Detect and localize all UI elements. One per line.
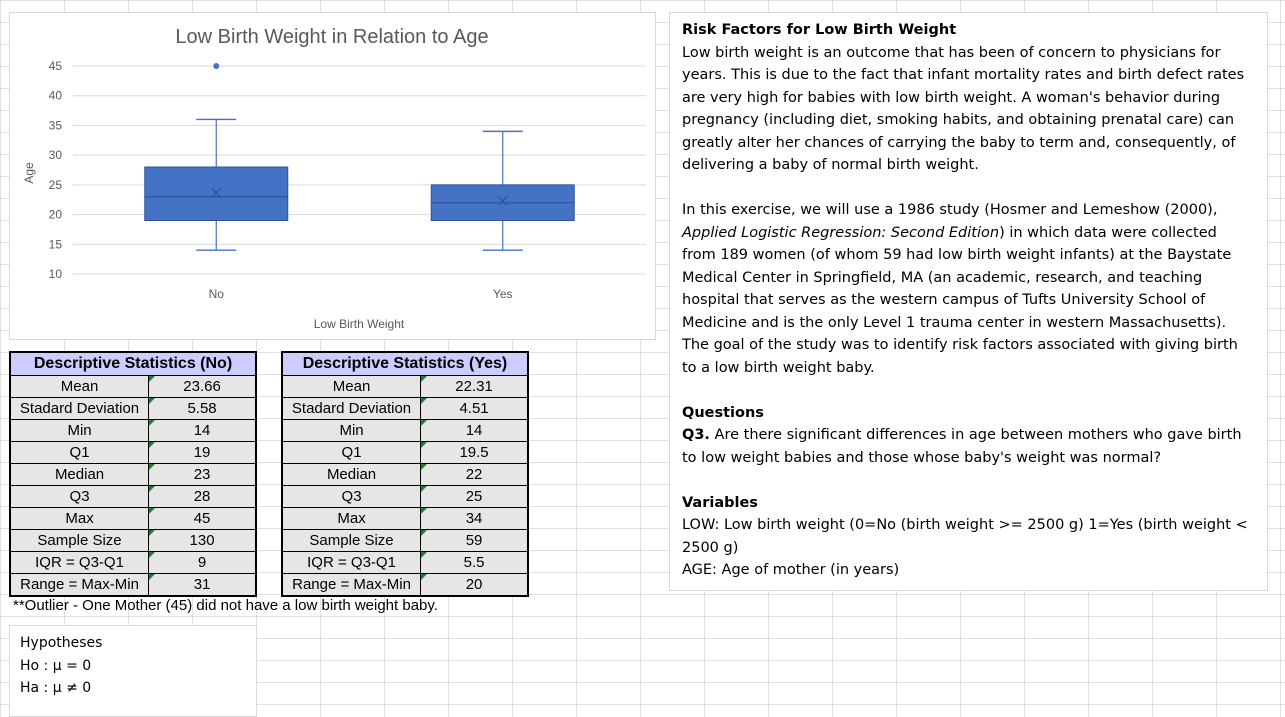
y-tick-label: 40 — [48, 88, 62, 103]
stat-value-cell[interactable] — [421, 552, 528, 574]
stat-value-cell[interactable] — [421, 398, 528, 420]
error-indicator-icon — [421, 464, 427, 470]
table-row — [10, 530, 256, 552]
stat-value-cell[interactable] — [421, 508, 528, 530]
stat-value: 34 — [465, 510, 483, 527]
variables-heading: Variables — [682, 494, 758, 511]
table-header: Descriptive Statistics (Yes) — [282, 352, 528, 376]
error-indicator-icon — [149, 464, 155, 470]
error-indicator-icon — [421, 574, 427, 580]
stat-label-cell[interactable]: Min — [282, 420, 421, 442]
stat-value-cell[interactable] — [149, 464, 256, 486]
table-row — [282, 442, 528, 464]
variable-low: LOW: Low birth weight (0=No (birth weight >= 2500 g) 1=Yes (birth weight < 2500 g) — [682, 517, 1248, 556]
chart-title: Low Birth Weight in Relation to Age — [175, 26, 489, 48]
table-row — [282, 464, 528, 486]
question-q3 — [682, 424, 1255, 469]
error-indicator-icon — [421, 486, 427, 492]
q3-label: Q3. — [682, 427, 710, 443]
error-indicator-icon — [149, 486, 155, 492]
y-tick-label: 35 — [48, 118, 62, 133]
error-indicator-icon — [421, 376, 427, 382]
study-text-a: In this exercise, we will use a 1986 study (Hosmer and Lemeshow (2000), — [682, 202, 1218, 218]
error-indicator-icon — [149, 552, 155, 558]
stat-value-cell[interactable] — [149, 376, 256, 398]
book-title: Applied Logistic Regression: Second Edition — [682, 224, 1000, 241]
error-indicator-icon — [421, 442, 427, 448]
study-text-b: ) in which data were collected from 189 women (of whom 59 had low birth weight infants) at the Baystate Medical Center in Springfield, MA (an academic, research, and teaching hospital that serves as the western campus of Tufts University School of Medicine and is the only Level 1 trauma center in western Massachusetts). The goal of the study was to identify risk factors associated with giving birth to a low birth weight baby. — [682, 224, 1238, 376]
outlier-point — [213, 63, 219, 69]
stat-label-cell[interactable]: IQR = Q3-Q1 — [10, 552, 149, 574]
stat-value-cell[interactable] — [421, 486, 528, 508]
table-row — [10, 420, 256, 442]
stat-label-cell[interactable]: Sample Size — [282, 530, 421, 552]
table-header: Descriptive Statistics (No) — [10, 352, 256, 376]
stat-value: 9 — [197, 554, 207, 571]
stat-value: 20 — [465, 576, 483, 593]
hypotheses-title: Hypotheses — [20, 635, 103, 651]
stat-value: 22.31 — [455, 378, 493, 395]
table-row — [10, 508, 256, 530]
error-indicator-icon — [149, 508, 155, 514]
stat-value: 130 — [189, 532, 215, 549]
q3-text: Are there significant differences in age between mothers who gave birth to low weight babies and those whose baby's weight was normal? — [682, 427, 1242, 466]
stat-value-cell[interactable] — [149, 530, 256, 552]
stat-value-cell[interactable] — [149, 486, 256, 508]
stat-value: 59 — [465, 532, 483, 549]
stat-label-cell[interactable]: IQR = Q3-Q1 — [282, 552, 421, 574]
y-tick-label: 20 — [48, 207, 62, 222]
alt-hypothesis: Ha : μ ≠ 0 — [20, 680, 92, 696]
stat-value: 4.51 — [459, 400, 489, 417]
stat-label-cell[interactable]: Q1 — [10, 442, 149, 464]
stat-value-cell[interactable] — [149, 552, 256, 574]
stat-value: 14 — [465, 422, 483, 439]
stat-value-cell[interactable] — [421, 464, 528, 486]
stat-value: 19 — [193, 444, 211, 461]
table-row — [282, 530, 528, 552]
stat-value: 19.5 — [459, 444, 489, 461]
stat-value-cell[interactable] — [149, 420, 256, 442]
table-row — [10, 376, 256, 398]
table-row — [282, 552, 528, 574]
stat-label-cell[interactable]: Range = Max-Min — [282, 574, 421, 597]
stat-label-cell[interactable]: Mean — [282, 376, 421, 398]
error-indicator-icon — [421, 530, 427, 536]
error-indicator-icon — [149, 574, 155, 580]
error-indicator-icon — [421, 508, 427, 514]
table-row — [282, 420, 528, 442]
study-paragraph — [682, 199, 1255, 379]
stat-value-cell[interactable] — [149, 398, 256, 420]
stat-label-cell[interactable]: Q1 — [282, 442, 421, 464]
stat-value-cell[interactable] — [421, 574, 528, 597]
table-row — [10, 464, 256, 486]
stat-value: 25 — [465, 488, 483, 505]
table-row — [282, 486, 528, 508]
error-indicator-icon — [421, 420, 427, 426]
table-row — [282, 398, 528, 420]
stat-value: 23.66 — [183, 378, 221, 395]
stat-value: 28 — [193, 488, 211, 505]
stat-value: 22 — [465, 466, 483, 483]
error-indicator-icon — [149, 530, 155, 536]
stat-value-cell[interactable] — [421, 376, 528, 398]
boxplot-chart[interactable] — [9, 12, 656, 340]
stat-label-cell[interactable]: Mean — [10, 376, 149, 398]
stat-label-cell[interactable]: Median — [10, 464, 149, 486]
y-tick-label: 10 — [48, 267, 62, 281]
x-tick-label: Yes — [492, 287, 513, 301]
null-hypothesis: Ho : μ = 0 — [20, 657, 92, 674]
stat-value: 23 — [193, 466, 211, 483]
stat-label-cell[interactable]: Max — [10, 508, 149, 530]
stat-value: 5.58 — [187, 400, 217, 417]
box-no — [145, 167, 288, 220]
stat-value-cell[interactable] — [421, 420, 528, 442]
stat-label-cell[interactable]: Stadard Deviation — [282, 398, 421, 420]
descriptive-stats-no-table — [9, 351, 257, 597]
questions-heading: Questions — [682, 404, 764, 421]
stat-value: 5.5 — [463, 554, 485, 571]
stat-label-cell[interactable]: Q3 — [282, 486, 421, 508]
stat-value: 14 — [193, 422, 211, 439]
y-tick-label: 15 — [48, 237, 62, 252]
y-axis-label: Age — [22, 162, 36, 184]
stat-label-cell[interactable]: Median — [282, 464, 421, 486]
y-tick-label: 25 — [48, 177, 62, 192]
x-axis-label: Low Birth Weight — [313, 317, 405, 331]
error-indicator-icon — [149, 376, 155, 382]
stat-label-cell[interactable]: Sample Size — [10, 530, 149, 552]
panel-heading: Risk Factors for Low Birth Weight — [682, 22, 957, 38]
table-row — [10, 486, 256, 508]
stat-value: 31 — [193, 576, 211, 593]
chart-svg — [10, 13, 657, 341]
stat-label-cell[interactable]: Q3 — [10, 486, 149, 508]
stat-value-cell[interactable] — [421, 530, 528, 552]
stat-value-cell[interactable] — [149, 574, 256, 597]
stat-label-cell[interactable]: Stadard Deviation — [10, 398, 149, 420]
error-indicator-icon — [421, 398, 427, 404]
table-row — [282, 574, 528, 597]
hypotheses-textbox[interactable] — [9, 625, 257, 717]
stat-label-cell[interactable]: Max — [282, 508, 421, 530]
table-row — [10, 574, 256, 597]
description-textbox[interactable] — [669, 12, 1268, 591]
x-tick-label: No — [208, 287, 224, 301]
table-row — [282, 376, 528, 398]
descriptive-stats-yes-table — [281, 351, 529, 597]
stat-label-cell[interactable]: Range = Max-Min — [10, 574, 149, 597]
stat-value-cell[interactable] — [149, 508, 256, 530]
y-tick-label: 45 — [48, 59, 62, 73]
error-indicator-icon — [421, 552, 427, 558]
table-row — [10, 552, 256, 574]
error-indicator-icon — [149, 442, 155, 448]
intro-paragraph: Low birth weight is an outcome that has been of concern to physicians for years. This is due to the fact that infant mortality rates and birth defect rates are very high for babies with low birth weight. A woman's behavior during pregnancy (including diet, smoking habits, and obtaining prenatal care) can greatly alter her chances of carrying the baby to term and, consequently, of delivering a baby of normal birth weight. — [682, 44, 1245, 173]
table-row — [10, 398, 256, 420]
stat-label-cell[interactable]: Min — [10, 420, 149, 442]
outlier-note: **Outlier - One Mother (45) did not have a low birth weight baby. — [13, 597, 438, 614]
stat-value-cell[interactable] — [421, 442, 528, 464]
table-row — [282, 508, 528, 530]
error-indicator-icon — [149, 420, 155, 426]
table-row — [10, 442, 256, 464]
error-indicator-icon — [149, 398, 155, 404]
stat-value: 45 — [193, 510, 211, 527]
stat-value-cell[interactable] — [149, 442, 256, 464]
variable-age: AGE: Age of mother (in years) — [682, 562, 900, 578]
y-tick-label: 30 — [48, 148, 62, 163]
